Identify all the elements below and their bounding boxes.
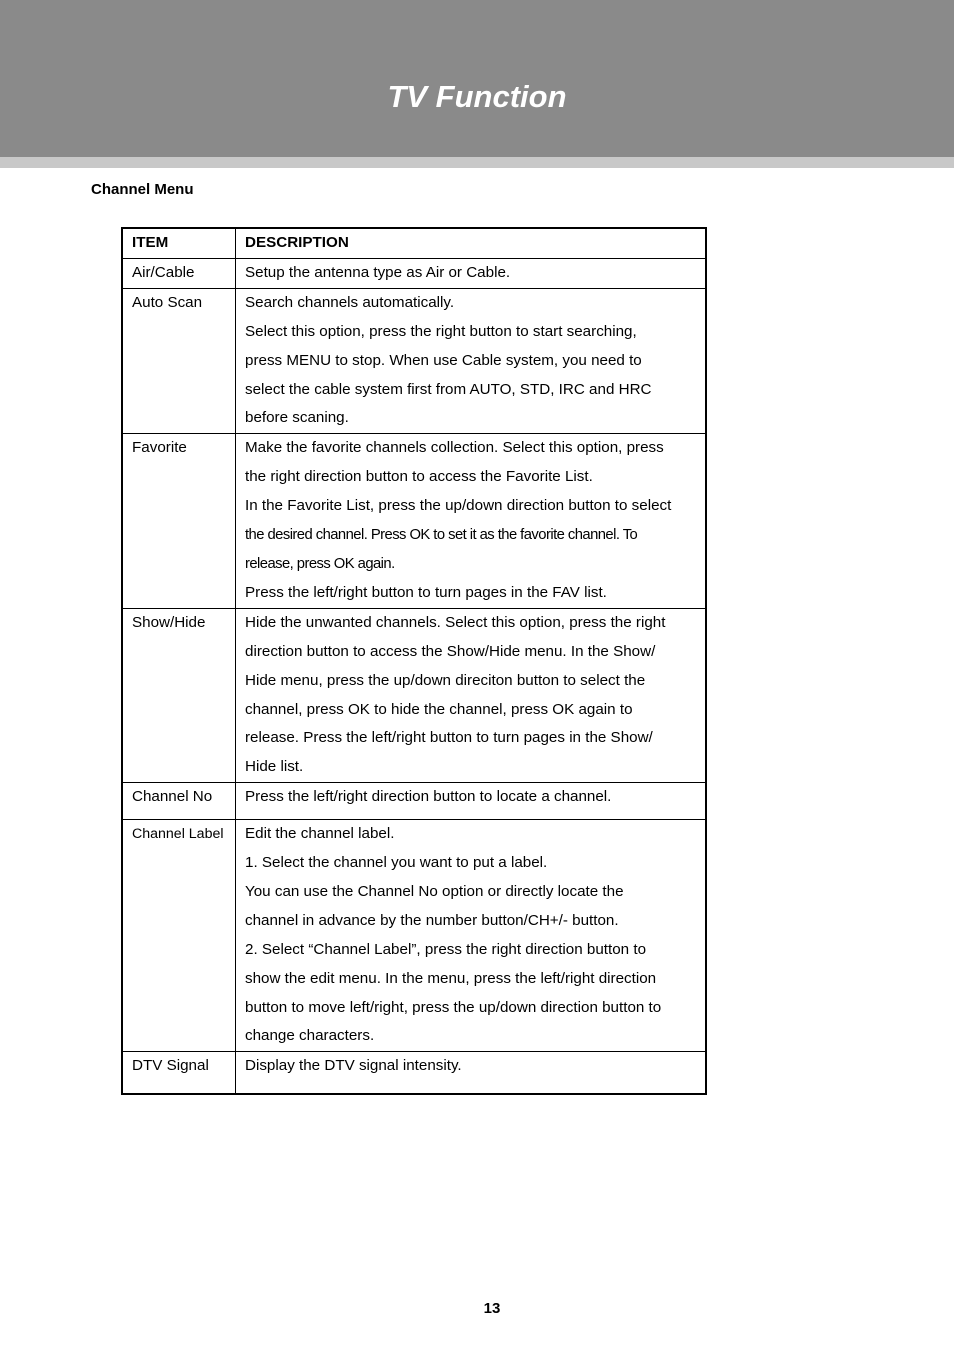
table-row [122, 783, 706, 820]
description-line: button to move left/right, press the up/down direction button to [245, 998, 662, 1016]
description-line: show the edit menu. In the menu, press the left/right direction [245, 969, 657, 987]
table-row [122, 434, 706, 608]
description-line: release, press OK again. [245, 555, 395, 572]
description-line: In the Favorite List, press the up/down direction button to select [245, 497, 672, 515]
section-title: Channel Menu [91, 181, 194, 198]
description-line: Hide the unwanted channels. Select this option, press the right [245, 613, 666, 631]
description-line: Hide menu, press the up/down direciton button to select the [245, 671, 646, 689]
description-line: change characters. [245, 1027, 375, 1045]
description-line: before scaning. [245, 409, 349, 427]
item-cell: Auto Scan [122, 288, 236, 434]
item-cell: Show/Hide [122, 608, 236, 782]
description-line: Make the favorite channels collection. Select this option, press [245, 439, 664, 457]
channel-menu-table [121, 227, 707, 1095]
description-cell [236, 608, 707, 782]
description-line: direction button to access the Show/Hide menu. In the Show/ [245, 642, 656, 660]
table-header-row [122, 228, 706, 258]
description-line: the right direction button to access the Favorite List. [245, 468, 593, 486]
description-line: the desired channel. Press OK to set it as the favorite channel. To [245, 527, 638, 544]
description-cell [236, 820, 707, 1052]
item-cell: Channel Label [122, 820, 236, 1052]
description-line: Setup the antenna type as Air or Cable. [245, 263, 511, 281]
table-row [122, 258, 706, 288]
description-line: Press the left/right button to turn pages in the FAV list. [245, 583, 607, 601]
description-line: 1. Select the channel you want to put a label. [245, 854, 548, 872]
description-line: select the cable system first from AUTO, STD, IRC and HRC [245, 380, 652, 398]
description-line: release. Press the left/right button to turn pages in the Show/ [245, 729, 653, 747]
description-line: channel in advance by the number button/CH+/- button. [245, 911, 619, 929]
description-cell [236, 258, 707, 288]
header-divider-strip [0, 157, 954, 168]
description-line: Hide list. [245, 758, 304, 776]
column-header-description: DESCRIPTION [236, 228, 707, 258]
description-line: channel, press OK to hide the channel, press OK again to [245, 700, 633, 718]
item-cell: Favorite [122, 434, 236, 608]
description-line: press MENU to stop. When use Cable system, you need to [245, 351, 642, 369]
description-line: 2. Select “Channel Label”, press the right direction button to [245, 940, 647, 958]
description-line: Display the DTV signal intensity. [245, 1057, 462, 1075]
item-cell: Air/Cable [122, 258, 236, 288]
description-line: Press the left/right direction button to locate a channel. [245, 788, 612, 806]
table-row [122, 820, 706, 1052]
description-cell [236, 434, 707, 608]
description-cell [236, 288, 707, 434]
page-number: 13 [483, 1300, 501, 1317]
description-line: Select this option, press the right button to start searching, [245, 322, 637, 340]
page-title: TV Function [387, 79, 567, 114]
table-row [122, 1052, 706, 1094]
table-row [122, 288, 706, 434]
description-line: You can use the Channel No option or directly locate the [245, 882, 624, 900]
column-header-item: ITEM [122, 228, 236, 258]
description-line: Edit the channel label. [245, 825, 395, 843]
description-line: Search channels automatically. [245, 293, 455, 311]
item-cell: DTV Signal [122, 1052, 236, 1094]
description-cell [236, 1052, 707, 1094]
description-cell [236, 783, 707, 820]
table-row [122, 608, 706, 782]
item-cell: Channel No [122, 783, 236, 820]
